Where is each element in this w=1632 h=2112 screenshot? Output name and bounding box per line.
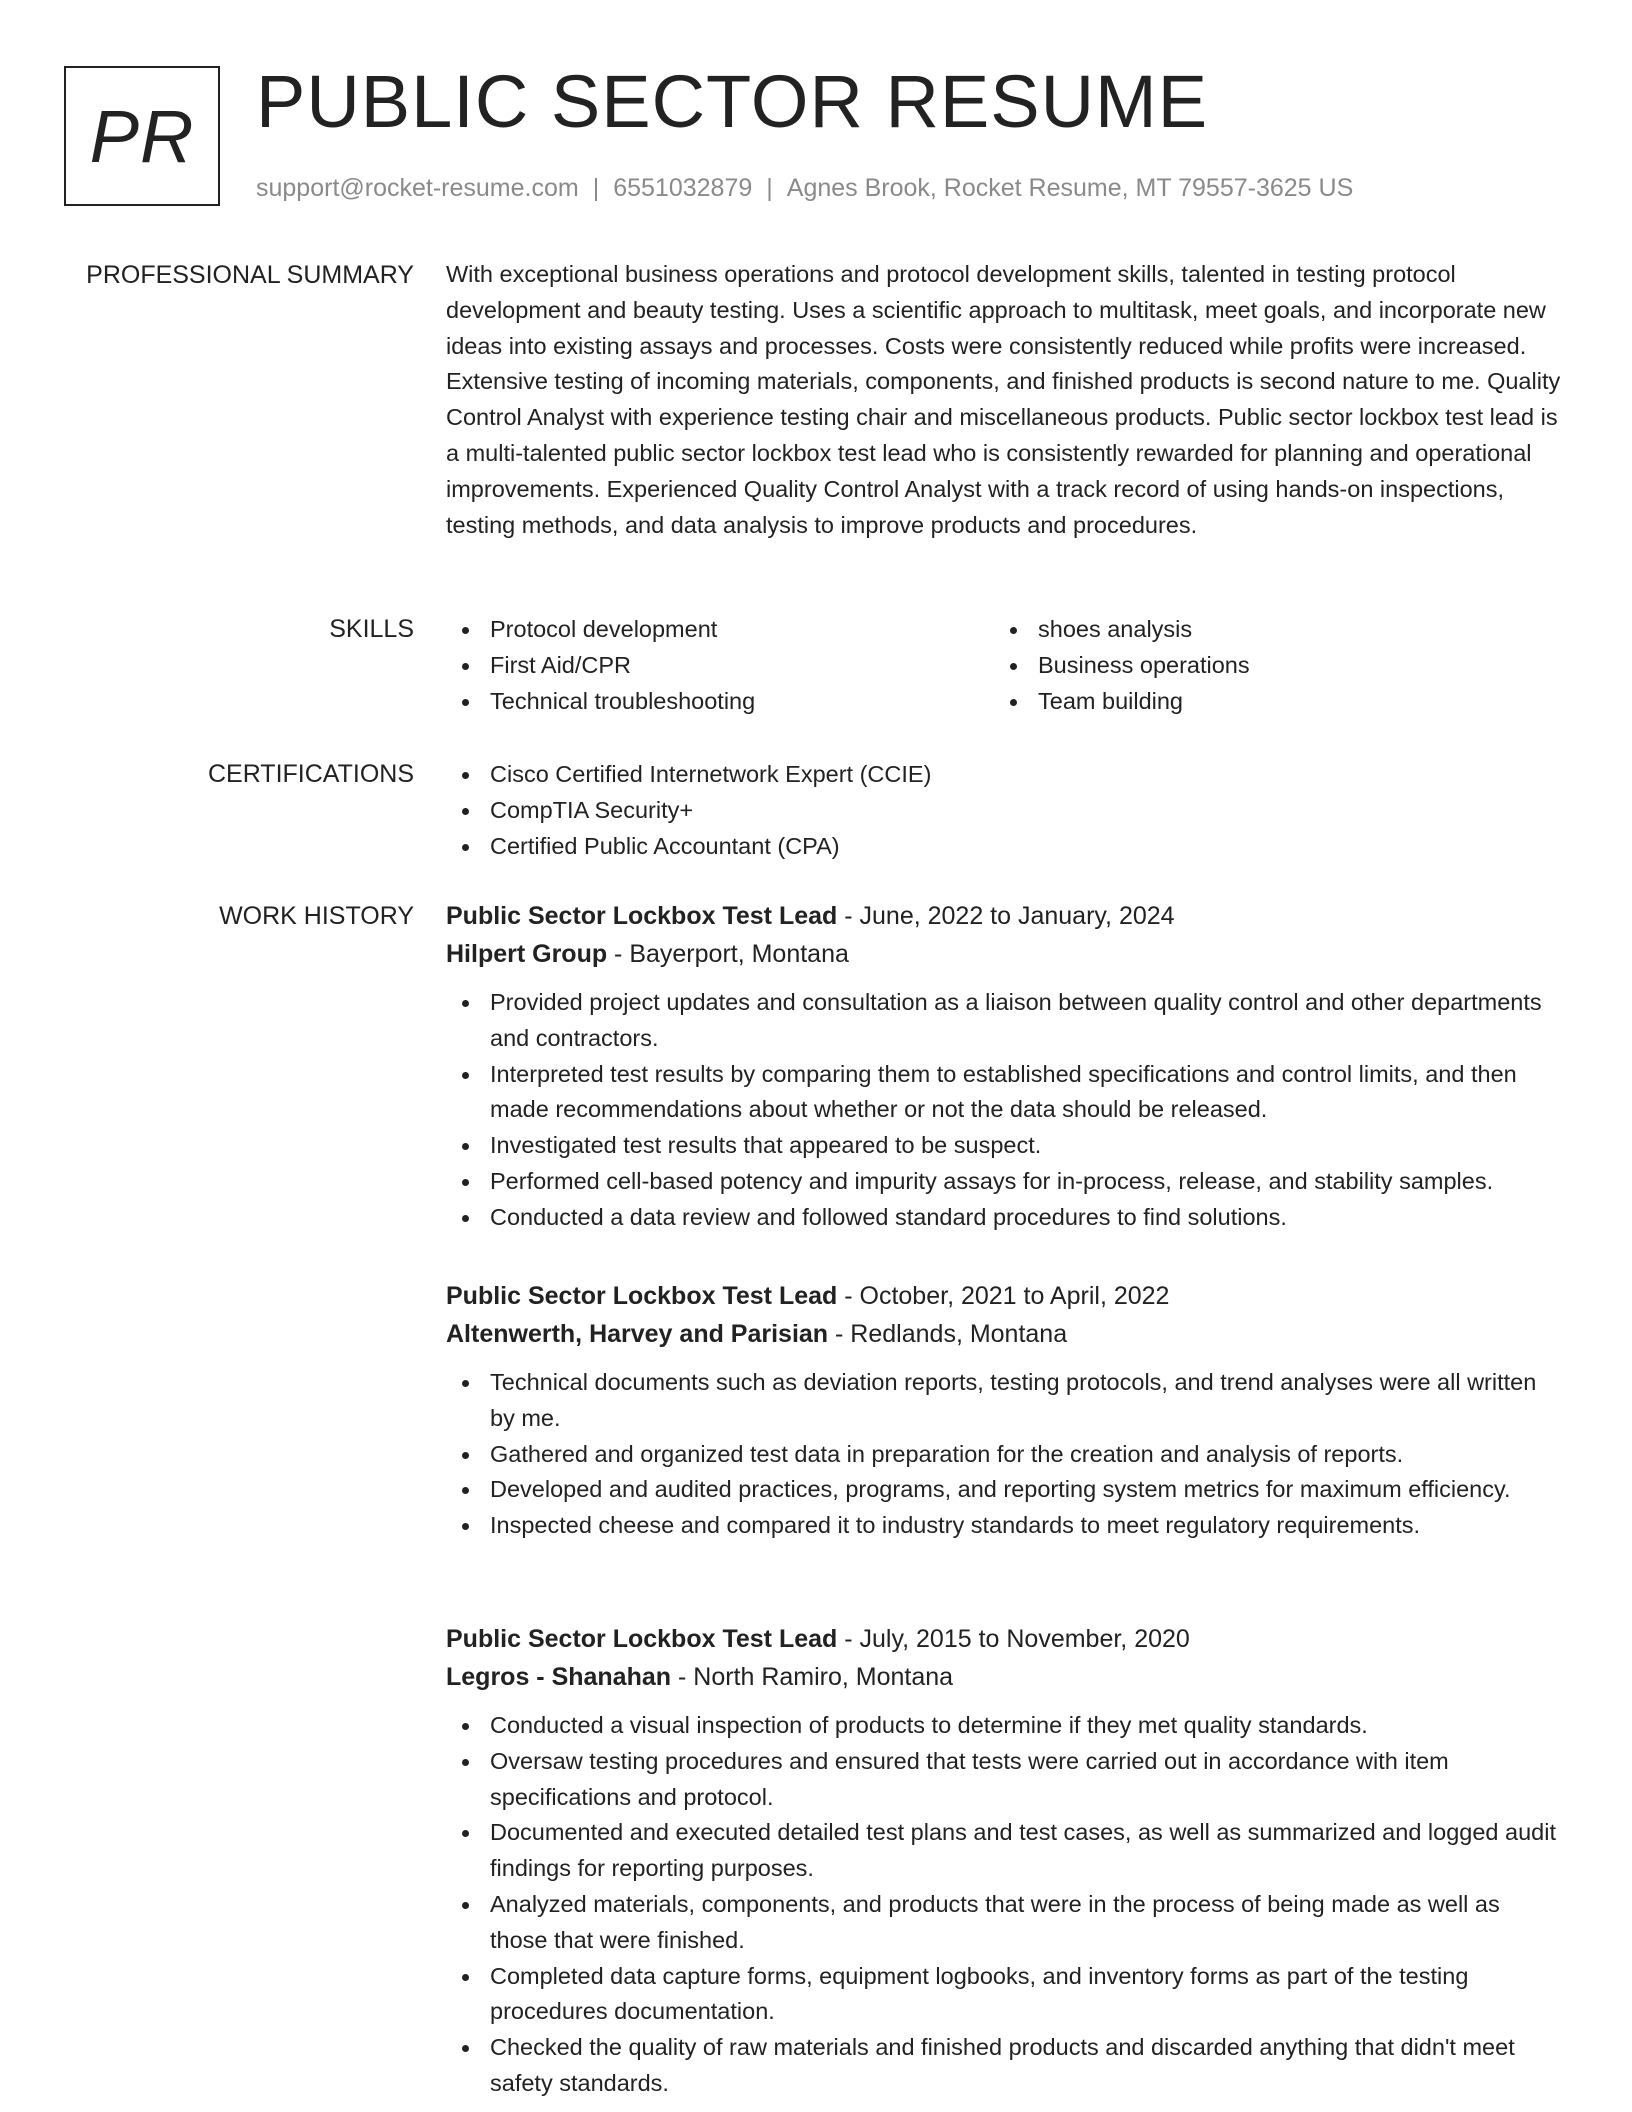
list-item: Provided project updates and consultation as a liaison between quality control and other departments and contractors. <box>446 985 1561 1057</box>
list-item: Checked the quality of raw materials and finished products and discarded anything that didn't meet safety standards. <box>446 2030 1561 2102</box>
list-item: Business operations <box>994 648 1542 684</box>
job-title-line <box>446 897 1561 935</box>
list-item: Interpreted test results by comparing them to established specifications and control limits, and then made recommendations about whether or not the data should be released. <box>446 1057 1561 1129</box>
job-title-line <box>446 1277 1561 1315</box>
list-item: Technical troubleshooting <box>446 684 994 720</box>
job-location: - Bayerport, Montana <box>607 940 849 968</box>
list-item: shoes analysis <box>994 612 1542 648</box>
job-bullets <box>446 1708 1561 2102</box>
list-item: Inspected cheese and compared it to industry standards to meet regulatory requirements. <box>446 1508 1561 1544</box>
list-item: Oversaw testing procedures and ensured that tests were carried out in accordance with item specifications and protocol. <box>446 1744 1561 1816</box>
job-dates: - October, 2021 to April, 2022 <box>837 1282 1170 1310</box>
job-title: Public Sector Lockbox Test Lead <box>446 1282 838 1310</box>
job-title-line <box>446 1620 1561 1658</box>
job-entry <box>446 897 1561 1236</box>
list-item: Investigated test results that appeared to be suspect. <box>446 1128 1561 1164</box>
job-title: Public Sector Lockbox Test Lead <box>446 1625 838 1653</box>
contact-address: Agnes Brook, Rocket Resume, MT 79557-3625 US <box>786 174 1354 202</box>
job-location: - North Ramiro, Montana <box>671 1663 954 1691</box>
job-entry <box>446 1620 1561 2102</box>
summary-text: With exceptional business operations and protocol development skills, talented in testing protocol development and beauty testing. Uses a scientific approach to multitask, meet goals, and incorporate new ideas into existing assays and processes. Costs were consistently reduced while profits were increased. Extensive testing of incoming materials, components, and finished products is second nature to me. Quality Control Analyst with experience testing chair and miscellaneous products. Public sector lockbox test lead is a multi-talented public sector lockbox test lead who is consistently rewarded for planning and operational improvements. Experienced Quality Control Analyst with a track record of using hands-on inspections, testing methods, and data analysis to improve products and procedures. <box>446 261 1561 538</box>
list-item: Certified Public Accountant (CPA) <box>446 829 1561 865</box>
list-item: Team building <box>994 684 1542 720</box>
job-company-line <box>446 1315 1561 1353</box>
list-item: Conducted a visual inspection of products to determine if they met quality standards. <box>446 1708 1561 1744</box>
list-item: Developed and audited practices, programs, and reporting system metrics for maximum efficiency. <box>446 1472 1561 1508</box>
list-item: Cisco Certified Internetwork Expert (CCIE) <box>446 757 1561 793</box>
job-bullets <box>446 1365 1561 1544</box>
list-item: Protocol development <box>446 612 994 648</box>
list-item: Completed data capture forms, equipment logbooks, and inventory forms as part of the testing procedures documentation. <box>446 1959 1561 2031</box>
contact-separator: | <box>592 174 600 202</box>
list-item: First Aid/CPR <box>446 648 994 684</box>
resume-title: PUBLIC SECTOR RESUME <box>256 60 1209 143</box>
contact-email: support@rocket-resume.com <box>256 174 579 202</box>
job-bullets <box>446 985 1561 1236</box>
list-item: Documented and executed detailed test plans and test cases, as well as summarized and logged audit findings for reporting purposes. <box>446 1815 1561 1887</box>
certifications-heading: CERTIFICATIONS <box>207 760 414 788</box>
summary-heading: PROFESSIONAL SUMMARY <box>86 261 414 289</box>
monogram: PR <box>89 94 195 178</box>
work-history-heading: WORK HISTORY <box>219 902 414 930</box>
job-company: Hilpert Group <box>446 940 608 968</box>
contact-line <box>256 174 1353 203</box>
list-item: Technical documents such as deviation reports, testing protocols, and trend analyses were all written by me. <box>446 1365 1561 1437</box>
skills-list-right <box>994 612 1542 719</box>
job-company-line <box>446 1658 1561 1696</box>
contact-phone: 6551032879 <box>613 174 753 202</box>
job-title: Public Sector Lockbox Test Lead <box>446 902 838 930</box>
job-company: Altenwerth, Harvey and Parisian <box>446 1320 829 1348</box>
list-item: Analyzed materials, components, and products that were in the process of being made as well as those that were finished. <box>446 1887 1561 1959</box>
job-dates: - July, 2015 to November, 2020 <box>837 1625 1190 1653</box>
job-entry <box>446 1277 1561 1544</box>
job-company: Legros - Shanahan <box>446 1663 672 1691</box>
skills-list-left <box>446 612 994 719</box>
list-item: Gathered and organized test data in preparation for the creation and analysis of reports. <box>446 1437 1561 1473</box>
job-location: - Redlands, Montana <box>828 1320 1068 1348</box>
list-item: CompTIA Security+ <box>446 793 1561 829</box>
skills-heading: SKILLS <box>329 615 414 643</box>
job-dates: - June, 2022 to January, 2024 <box>837 902 1175 930</box>
job-company-line <box>446 935 1561 973</box>
monogram-box <box>64 66 220 206</box>
contact-separator: | <box>766 174 773 202</box>
certifications-list <box>446 757 1561 864</box>
list-item: Performed cell-based potency and impurity assays for in-process, release, and stability samples. <box>446 1164 1561 1200</box>
list-item: Conducted a data review and followed standard procedures to find solutions. <box>446 1200 1561 1236</box>
